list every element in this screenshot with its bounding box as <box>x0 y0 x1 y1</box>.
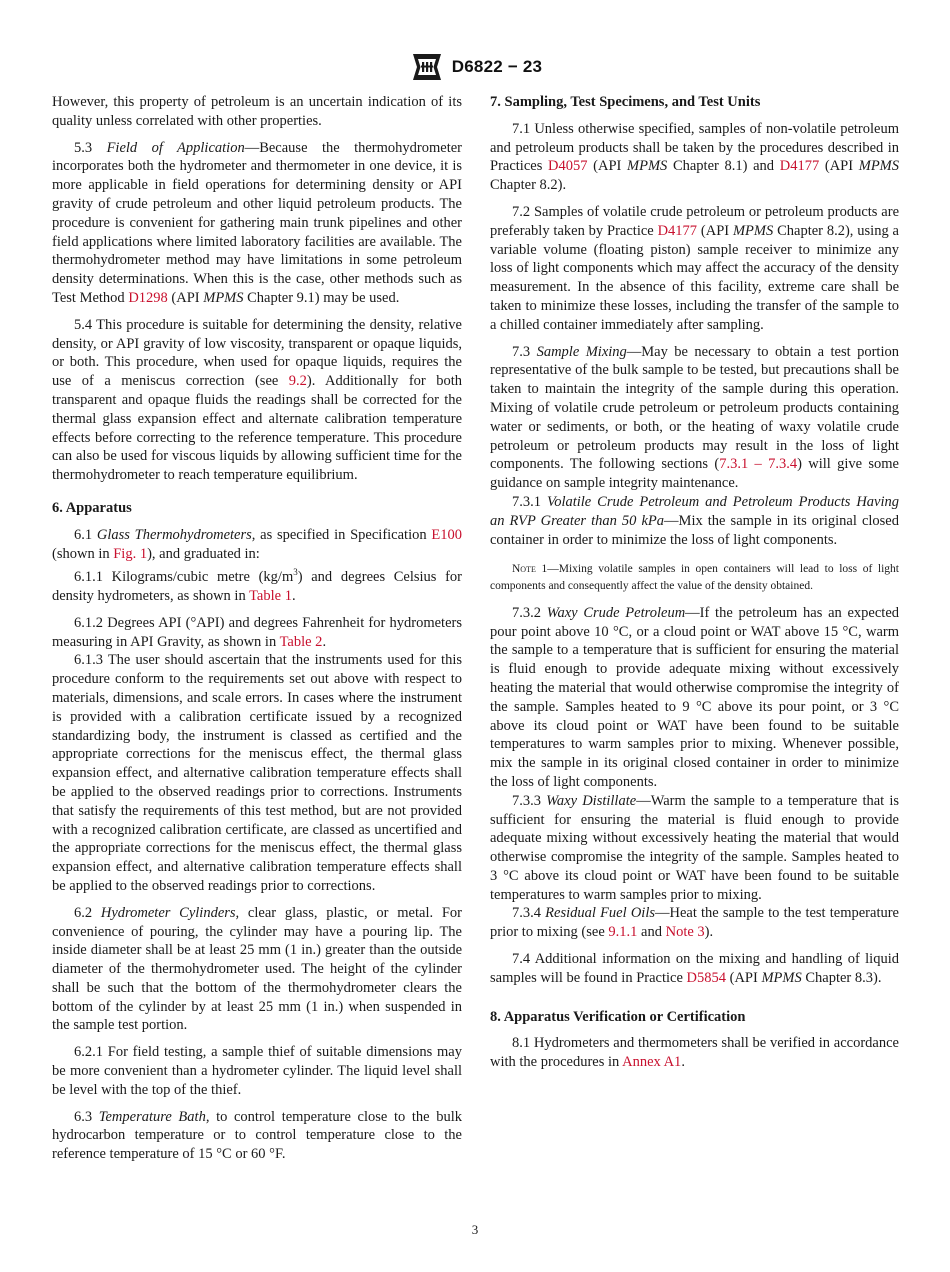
section-6-1-3: 6.1.3 The user should ascertain that the instruments used for this procedure conform to the requirements set out above with respect to materials, dimensions, and scale errors. In cases where the instrument is provided with a calibration certificate issued by a recognized standardizing body, the instrument is classed as certified and the appropriate corrections for the meniscus effect, the thermal glass expansion effect, and alternative calibration temperature effects shall be applied to the observed readings prior to corrections. Instruments that satisfy the requirements of this test method, but are not provided with a recognized calibration certificate, are classed as uncertified and the appropriate corrections for the meniscus effect, the thermal glass expansion effect, and alternative calibration temperature effects shall be applied to the observed readings prior to corrections. <box>52 652 462 894</box>
section-7-3: 7.3 Sample Mixing—May be necessary to obtain a test portion representative of the bulk sample to be tested, but precautions shall be taken to maintain the integrity of the sample during this operation. Mixing of volatile crude petroleum or petroleum products containing water or sediments, or both, or the heating of waxy volatile crude petroleum or petroleum products may result in the loss of light components. The following sections (7.3.1 – 7.3.4) will give some guidance on sample integrity maintenance. <box>490 343 899 492</box>
link-9-2[interactable]: 9.2 <box>288 373 307 390</box>
section-7-3-3: 7.3.3 Waxy Distillate—Warm the sample to a temperature that is sufficient for ensuring the material is fluid enough to provide adequate mixing without excessively heating the material that would otherwise compromise the integrity of the sample. Samples heated to 3 °C above its cloud point or WAT have been found to be suitable temperatures to warm samples prior to mixing. <box>490 792 900 903</box>
link-fig-1[interactable]: Fig. 1 <box>113 545 148 562</box>
paragraph-continuation: However, this property of petroleum is an uncertain indication of its quality unless correlated with other properties. <box>52 94 462 129</box>
document-id: D6822 − 23 <box>451 57 543 76</box>
section-6-1: 6.1 Glass Thermohydrometers, as specified in Specification E100 (shown in Fig. 1), and graduated in: <box>52 526 462 562</box>
section-7-1: 7.1 Unless otherwise specified, samples of non-volatile petroleum and petroleum products shall be taken by the procedures described in Practices D4057 (API MPMS Chapter 8.1) and D4177 (API MPMS Chapter 8.2). <box>490 120 899 194</box>
section-6-2-1: 6.2.1 For field testing, a sample thief of suitable dimensions may be more convenient than a hydrometer cylinder. The liquid level shall be level with the top of the thief. <box>52 1044 462 1098</box>
link-7-3-1-7-3-4[interactable]: 7.3.1 – 7.3.4 <box>719 456 798 473</box>
section-7-3-1: 7.3.1 Volatile Crude Petroleum and Petroleum Products Having an RVP Greater than 50 kPa—Mix the sample in its original closed container in order to minimize the loss of light components. <box>490 493 900 548</box>
section-5-4: 5.4 This procedure is suitable for determining the density, relative density, or API gravity of low viscosity, transparent or opaque liquids, or both. This procedure, when used for opaque liquids, requires the use of a meniscus correction (see 9.2). Additionally for both transparent and opaque fluids the readings shall be corrected for the thermal glass expansion effect and alternate calibration temperature effects before correcting to the reference temperature. This procedure can also be used for viscous liquids by allowing sufficient time for the thermohydrometer to reach temperature equilibrium. <box>52 316 462 484</box>
link-d4057[interactable]: D4057 <box>548 158 588 175</box>
note-1: Note 1—Mixing volatile samples in open containers will lead to loss of light components and consequently affect the value of the density obtained. <box>490 563 900 592</box>
link-d4177[interactable]: D4177 <box>779 158 820 175</box>
right-column <box>490 93 899 1072</box>
section-5-3: 5.3 Field of Application—Because the thermohydrometer incorporates both the hydrometer and thermometer in one device, it is more applicable in field operations for determining density or API gravity of crude petroleum and other liquid petroleum products. The procedure is convenient for gathering main trunk pipelines and other field applications where limited laboratory facilities are available. The thermohydrometer method may have limitations in some petroleum density determinations. When this is the case, other methods such as Test Method D1298 (API MPMS Chapter 9.1) may be used. <box>52 139 462 306</box>
section-7-3-2: 7.3.2 Waxy Crude Petroleum—If the petroleum has an expected pour point above 10 °C, or a cloud point or WAT above 15 °C, warm the sample to a temperature that is sufficient for ensuring the material is fluid enough to provide adequate mixing without excessively heating the material that would otherwise compromise the integrity of the sample. Samples heated to 9 °C above its pour point, or 3 °C above its cloud point or WAT have been found to be suitable temperatures to warm samples prior to mixing. Whenever possible, mix the sample in its original closed container in order to minimize the loss of light components. <box>490 604 899 790</box>
page-header <box>0 50 950 84</box>
section-6-3: 6.3 Temperature Bath, to control temperature close to the bulk hydrocarbon temperature or to control temperature close to the reference temperature of 15 °C or 60 °F. <box>52 1108 463 1163</box>
left-column <box>52 93 462 1164</box>
link-table-1[interactable]: Table 1 <box>249 587 292 604</box>
section-8-1: 8.1 Hydrometers and thermometers shall be verified in accordance with the procedures in Annex A1. <box>490 1035 899 1071</box>
link-table-2[interactable]: Table 2 <box>279 633 323 650</box>
link-9-1-1[interactable]: 9.1.1 <box>608 924 638 941</box>
section-7-2: 7.2 Samples of volatile crude petroleum or petroleum products are preferably taken by Practice D4177 (API MPMS Chapter 8.2), using a variable volume (floating piston) sample receiver to minimize any loss of light components which may affect the accuracy of the density measurement. In the absence of this facility, extreme care shall be taken to minimize these losses, including the transfer of the sample to a chilled container immediately after sampling. <box>490 203 899 333</box>
page-number: 3 <box>471 1222 479 1237</box>
section-6-2: 6.2 Hydrometer Cylinders, clear glass, plastic, or metal. For convenience of pouring, the cylinder may have a pouring lip. The inside diameter shall be at least 25 mm (1 in.) greater than the outside diameter of the thermohydrometer used. The height of the cylinder shall be such that the bottom of the thermohydrometer clears the bottom of the cylinder by at least 25 mm (1 in.) when suspended in the sample test portion. <box>52 904 462 1034</box>
astm-logo-icon <box>408 50 446 84</box>
section-6-1-1: 6.1.1 Kilograms/cubic metre $(kg/m^3)$ and degrees Celsius for density hydrometers, as shown in Table 1. <box>52 567 462 604</box>
section-6-1-2: 6.1.2 Degrees API (°API) and degrees Fahrenheit for hydrometers measuring in API Gravity, as shown in Table 2. <box>52 614 462 650</box>
link-d4177-2[interactable]: D4177 <box>657 222 698 239</box>
heading-section-7: 7. Sampling, Test Specimens, and Test Units <box>490 94 761 110</box>
section-7-4: 7.4 Additional information on the mixing and handling of liquid samples will be found in Practice D5854 (API MPMS Chapter 8.3). <box>490 951 899 986</box>
link-d1298[interactable]: D1298 <box>128 289 168 306</box>
link-annex-a1[interactable]: Annex A1 <box>622 1054 682 1071</box>
link-d5854[interactable]: D5854 <box>686 969 726 986</box>
section-7-3-4: 7.3.4 Residual Fuel Oils—Heat the sample to the test temperature prior to mixing (see 9.1.1 and Note 3). <box>490 905 899 941</box>
link-e100[interactable]: E100 <box>431 526 462 543</box>
link-note-3[interactable]: Note 3 <box>665 924 705 941</box>
heading-section-6: 6. Apparatus <box>52 499 132 516</box>
heading-section-8: 8. Apparatus Verification or Certification <box>490 1008 746 1025</box>
